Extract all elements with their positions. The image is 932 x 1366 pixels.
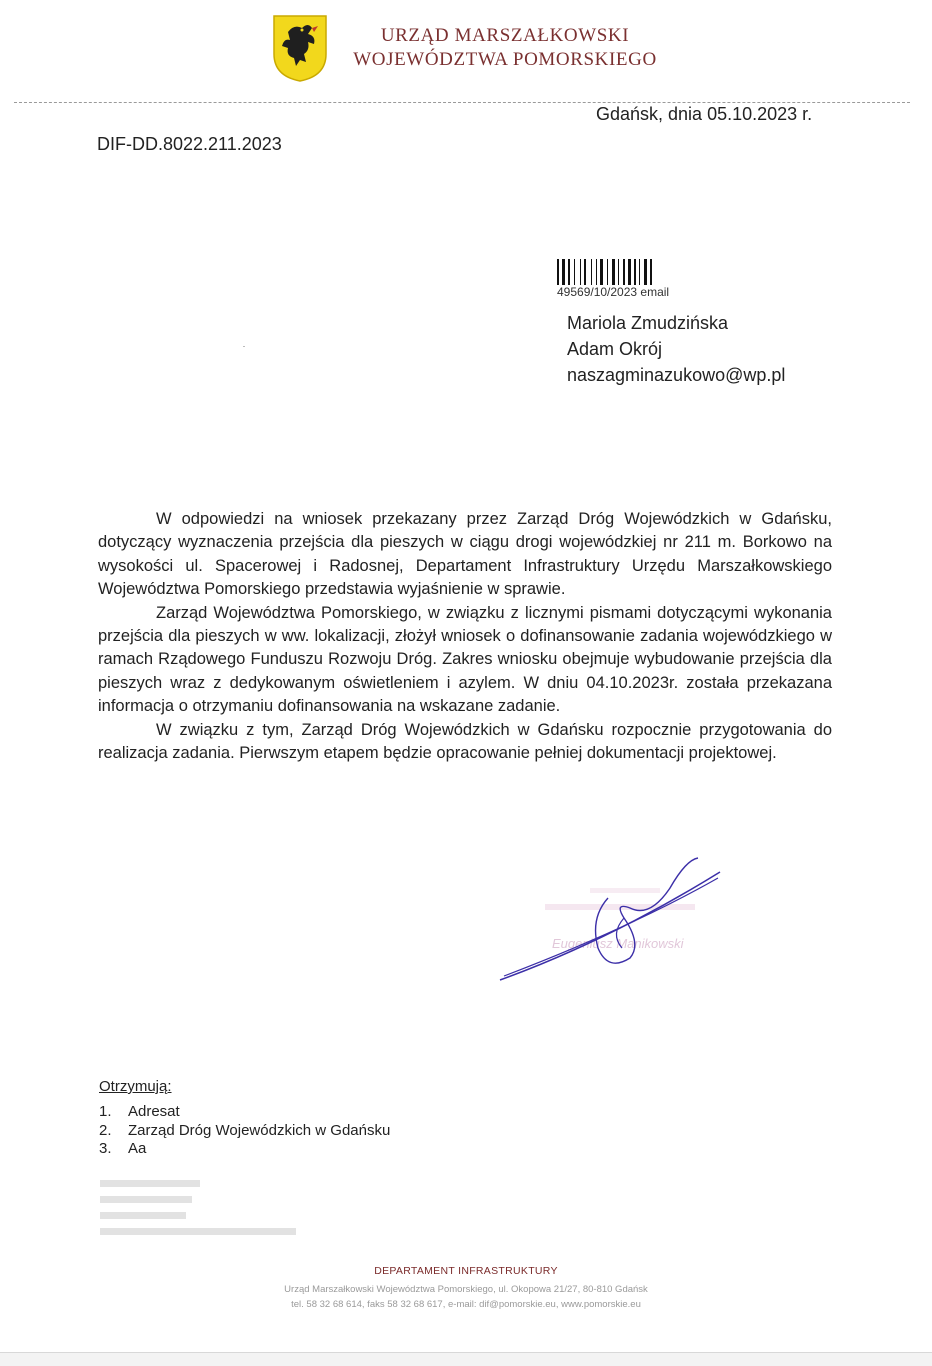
barcode-icon xyxy=(557,259,705,285)
letter-body xyxy=(98,508,832,765)
copies-to-title: Otrzymują: xyxy=(99,1078,172,1095)
pomeranian-griffin-crest-icon xyxy=(272,14,328,82)
list-item xyxy=(99,1122,390,1141)
copies-to-list xyxy=(99,1103,390,1159)
handwritten-signature-with-stamp xyxy=(490,848,740,988)
body-paragraph-2: Zarząd Województwa Pomorskiego, w związku z licznymi pismami dotyczącymi wykonania przejścia dla pieszych w ww. lokalizacji, złożył wniosek o dofinansowanie zadania wojewódzkiego w ramach Rządowego Funduszu Rozwoju Dróg. Zakres wniosku obejmuje wybudowanie przejścia dla pieszych wraz z dedykowanym oświetleniem i azylem. W dniu 04.10.2023r. została przekazana informacja o otrzymaniu dofinansowania na wskazane zadanie. xyxy=(98,603,832,716)
recipient-name-2: Adam Okrój xyxy=(567,339,663,359)
list-item xyxy=(99,1140,390,1159)
svg-text:Eugeniusz Manikowski: Eugeniusz Manikowski xyxy=(552,936,684,951)
institution-name-line1: URZĄD MARSZAŁKOWSKI xyxy=(380,25,630,46)
case-reference-number: DIF-DD.8022.211.2023 xyxy=(97,134,282,154)
footer-contact: tel. 58 32 68 614, faks 58 32 68 617, e-mail: dif@pomorskie.eu, www.pomorskie.eu xyxy=(291,1299,641,1310)
list-item-text: Aa xyxy=(128,1140,147,1157)
body-paragraph-3: W związku z tym, Zarząd Dróg Wojewódzkich w Gdańsku rozpocznie przygotowania do realizacja zadania. Pierwszym etapem będzie opracowanie pełniej dokumentacji projektowej. xyxy=(98,720,832,763)
list-item xyxy=(99,1103,390,1122)
faded-stamp-icon xyxy=(545,888,695,951)
footer-address: Urząd Marszałkowski Województwa Pomorskiego, ul. Okopowa 21/27, 80-810 Gdańsk xyxy=(284,1284,648,1295)
list-item-text: Zarząd Dróg Wojewódzkich w Gdańsku xyxy=(128,1121,391,1139)
header-divider xyxy=(14,102,910,103)
list-item-number: 2. xyxy=(99,1121,112,1139)
recipient-block xyxy=(567,310,785,388)
scan-speck xyxy=(243,346,245,347)
barcode-number: 49569/10/2023 email xyxy=(557,285,670,299)
recipient-email: naszagminazukowo@wp.pl xyxy=(567,365,786,385)
page-bottom-edge xyxy=(0,1352,932,1366)
faded-illegible-contact-block xyxy=(100,1178,320,1240)
body-paragraph-1: W odpowiedzi na wniosek przekazany przez Zarząd Dróg Wojewódzkich w Gdańsku, dotyczący wyznaczenia przejścia dla pieszych w ciągu drogi wojewódzkiej nr 211 m. Borkowo na wysokości ul. Spacerowej i Radosnej, Departament Infrastruktury Urzędu Marszałkowskiego Województwa Pomorskiego przedstawia wyjaśnienie w sprawie. xyxy=(98,510,832,599)
list-item-text: Adresat xyxy=(128,1103,180,1120)
institution-name-line2: WOJEWÓDZTWA POMORSKIEGO xyxy=(353,49,657,70)
place-and-date: Gdańsk, dnia 05.10.2023 r. xyxy=(596,104,813,124)
list-item-number: 3. xyxy=(99,1140,112,1157)
copies-to-block xyxy=(99,1078,390,1159)
list-item-number: 1. xyxy=(99,1103,112,1120)
institution-name xyxy=(340,24,670,72)
footer-department: DEPARTAMENT INFRASTRUKTURY xyxy=(374,1265,558,1277)
recipient-name-1: Mariola Zmudzińska xyxy=(567,313,729,333)
